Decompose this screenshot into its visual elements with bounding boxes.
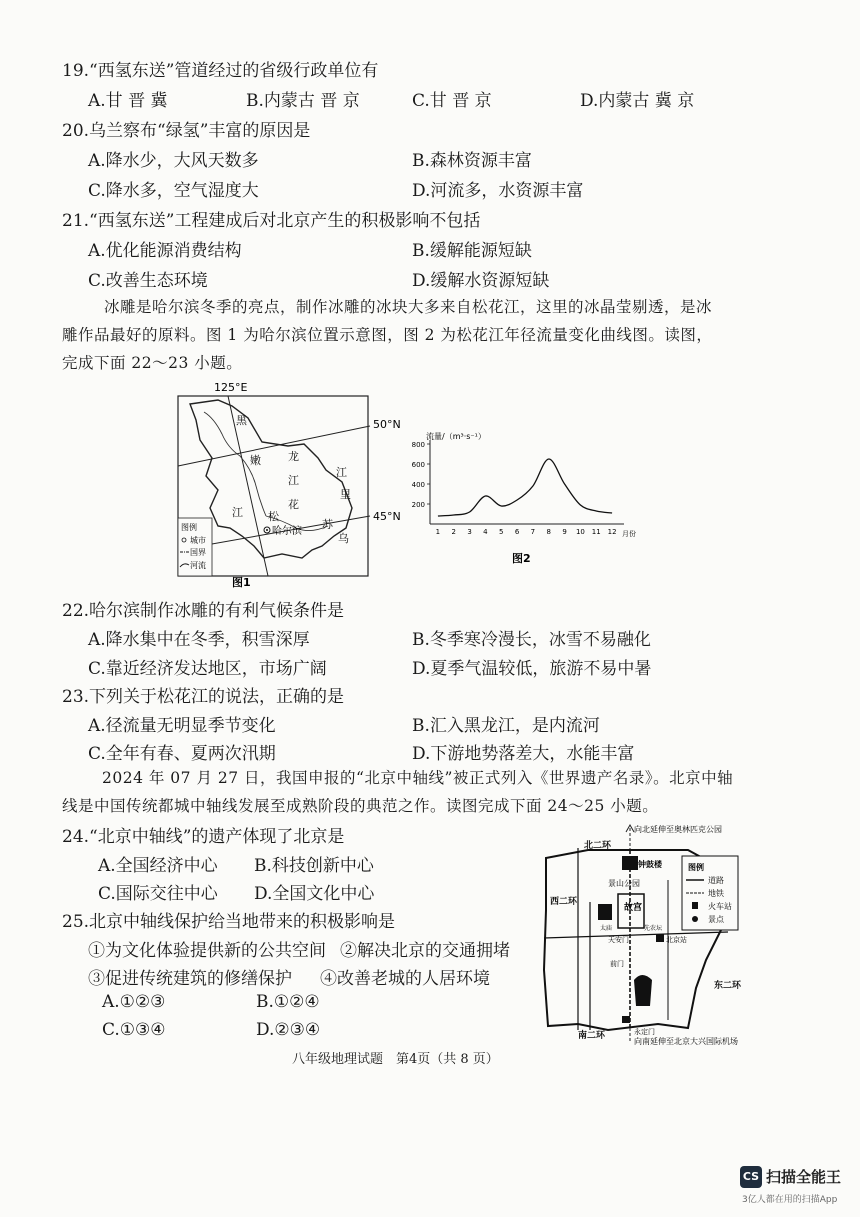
q21-stem: 21.“西氢东送”工程建成后对北京产生的积极影响不包括: [62, 211, 481, 231]
map-char-wu: 乌: [338, 532, 349, 545]
watermark-slogan: 3亿人都在用的扫描App: [742, 1195, 838, 1205]
passage2-line1: 2024 年 07 月 27 日，我国申报的“北京中轴线”被正式列入《世界遗产名录》。北京中轴: [102, 769, 734, 787]
q23-option-c: C.全年有春、夏两次汛期: [88, 744, 276, 764]
q25-statement-2: ②解决北京的交通拥堵: [340, 941, 510, 961]
q24-option-a: A.全国经济中心: [98, 856, 218, 876]
q20-option-c: C.降水多，空气湿度大: [88, 181, 259, 201]
q22-option-b: B.冬季寒冷漫长，冰雪不易融化: [412, 630, 651, 650]
south-ring-label: 南二环: [578, 1031, 606, 1041]
jingshan-label: 景山公园: [608, 879, 640, 888]
meridian-125e: [228, 396, 268, 576]
beijing-station-icon: [656, 934, 664, 942]
passage2-line2: 线是中国传统都城中轴线发展至成熟阶段的典范之作。读图完成下面 24～25 小题。: [62, 797, 659, 815]
north-ring-label: 北二环: [584, 841, 612, 851]
fig2-y-label: 流量/（m³·s⁻¹）: [426, 432, 486, 441]
fig2-xtick-label: 2: [451, 528, 456, 536]
q25-option-c: C.①③④: [102, 1020, 166, 1040]
fig2-x-unit: 月份: [622, 530, 636, 538]
fig3-legend-station: 火车站: [708, 902, 732, 911]
figure2-caption: 图2: [512, 552, 531, 565]
q21-option-c: C.改善生态环境: [88, 271, 208, 291]
figure1-harbin-map: [170, 378, 410, 590]
harbin-label: 哈尔滨: [272, 526, 302, 537]
fig1-legend-title: 图例: [181, 523, 197, 532]
q25-option-a: A.①②③: [102, 992, 166, 1012]
palace-west-block: [598, 904, 612, 920]
fig3-legend-road: 道路: [708, 876, 724, 885]
zhonggulou-marker: [622, 856, 638, 870]
fig3-legend-subway: 地铁: [708, 889, 724, 898]
q23-option-a: A.径流量无明显季节变化: [88, 716, 276, 736]
fig2-xtick-label: 7: [530, 528, 536, 536]
scanner-watermark: [740, 1164, 846, 1208]
q20-stem: 20.乌兰察布“绿氢”丰富的原因是: [62, 121, 311, 141]
fig2-xtick-label: 4: [483, 528, 488, 536]
fig1-legend-border: 国界: [190, 548, 206, 557]
lat50-label: 50°N: [373, 418, 401, 431]
q23-option-b: B.汇入黑龙江，是内流河: [412, 716, 600, 736]
passage1-line1: 冰雕是哈尔滨冬季的亮点，制作冰雕的冰块大多来自松花江，这里的冰晶莹剔透，是冰: [104, 298, 713, 316]
zhonggulou-label: 钟鼓楼: [638, 860, 662, 869]
q19-option-a: A.甘 晋 冀: [88, 91, 168, 111]
fig3-legend-attraction: 景点: [708, 915, 724, 924]
q25-stem: 25.北京中轴线保护给当地带来的积极影响是: [62, 912, 396, 932]
q25-option-d: D.②③④: [256, 1020, 321, 1040]
q23-option-d: D.下游地势落差大，水能丰富: [412, 744, 635, 764]
fig2-ytick-label: 600: [411, 461, 425, 469]
fig1-legend-city: 城市: [190, 536, 206, 545]
map-char-nen: 嫩: [250, 454, 261, 467]
tiananmen-label: 天安门: [608, 936, 629, 944]
fig3-legend-title: 图例: [688, 863, 704, 872]
east-ring-label: 东二环: [714, 981, 742, 991]
fig2-xtick-label: 3: [467, 528, 472, 536]
q25-option-b: B.①②④: [256, 992, 320, 1012]
beijing-south-icon: [622, 1016, 630, 1023]
qianmen-label: 前门: [610, 960, 624, 968]
q24-stem: 24.“北京中轴线”的遗产体现了北京是: [62, 827, 345, 847]
fig2-xtick-label: 11: [591, 528, 601, 536]
q19-stem: 19.“西氢东送”管道经过的省级行政单位有: [62, 61, 379, 81]
map-char-song: 松: [268, 510, 279, 523]
map-char-long: 龙: [288, 450, 299, 463]
watermark-brand: 扫描全能王: [766, 1168, 842, 1186]
q19-option-b: B.内蒙古 晋 京: [246, 91, 360, 111]
q23-stem: 23.下列关于松花江的说法，正确的是: [62, 687, 345, 707]
palace-label: 故宫: [624, 903, 643, 913]
q25-statement-1: ①为文化体验提供新的公共空间: [88, 941, 326, 961]
fig2-ytick-label: 400: [411, 481, 425, 489]
figure3-beijing-axis-map: [538, 820, 800, 1046]
map-char-su: 苏: [322, 518, 333, 531]
q21-option-d: D.缓解水资源短缺: [412, 271, 550, 291]
fig2-xtick-label: 8: [546, 528, 551, 536]
q22-stem: 22.哈尔滨制作冰雕的有利气候条件是: [62, 601, 345, 621]
fig2-xtick-label: 5: [499, 528, 504, 536]
map-char-hua: 花: [288, 498, 299, 511]
fig2-ytick-label: 200: [411, 501, 425, 509]
map-char-jiang-3: 江: [336, 466, 347, 479]
beijing-station-label: 北京站: [666, 936, 687, 944]
q24-option-d: D.全国文化中心: [254, 884, 375, 904]
tiantan-shape: [634, 975, 652, 1006]
longitude-label: 125°E: [214, 381, 248, 394]
q24-option-b: B.科技创新中心: [254, 856, 374, 876]
fig1-legend-river: 河流: [190, 561, 206, 570]
map-char-jiang: 江: [288, 474, 299, 487]
fig2-xtick-label: 1: [435, 528, 441, 536]
taimiao-label: 先农坛: [644, 925, 663, 932]
page-footer: 八年级地理试题 第4页（共 8 页）: [292, 1052, 499, 1067]
lat45-label: 45°N: [373, 510, 401, 523]
passage1-line2: 雕作品最好的原料。图 1 为哈尔滨位置示意图，图 2 为松花江年径流量变化曲线图。读图，: [62, 326, 713, 344]
q19-option-d: D.内蒙古 冀 京: [580, 91, 695, 111]
shejitan-label: 太庙: [600, 925, 613, 932]
south-extension-label: 向南延伸至北京大兴国际机场: [634, 1037, 738, 1046]
map-char-jiang-2: 江: [232, 506, 243, 519]
north-extension-label: 向北延伸至奥林匹克公园: [634, 825, 722, 834]
q21-option-a: A.优化能源消费结构: [88, 241, 242, 261]
parallel-50n: [178, 426, 370, 466]
legend-station-icon: [692, 902, 698, 909]
fig2-xtick-label: 6: [514, 528, 520, 536]
q22-option-c: C.靠近经济发达地区，市场广阔: [88, 659, 327, 679]
west-ring-label: 西二环: [550, 897, 578, 907]
q20-option-b: B.森林资源丰富: [412, 151, 532, 171]
map-char-li: 里: [340, 488, 351, 501]
q20-option-a: A.降水少，大风天数多: [88, 151, 259, 171]
legend-attraction-icon: [692, 916, 698, 922]
heilongjiang-outline: [190, 400, 352, 558]
fig2-xtick-label: 9: [562, 528, 567, 536]
q24-option-c: C.国际交往中心: [98, 884, 218, 904]
fig2-runoff-line: [438, 459, 612, 516]
camscanner-logo-icon: CS: [740, 1166, 762, 1188]
figure1-caption: 图1: [232, 576, 251, 589]
q22-option-d: D.夏季气温较低，旅游不易中暑: [412, 659, 652, 679]
fig2-xtick-label: 12: [607, 528, 617, 536]
figure2-runoff-chart: [400, 428, 648, 568]
yongdingmen-label: 永定门: [634, 1028, 655, 1036]
fig2-xtick-label: 10: [575, 528, 585, 536]
q21-option-b: B.缓解能源短缺: [412, 241, 532, 261]
q25-statement-4: ④改善老城的人居环境: [320, 969, 490, 989]
map-char-hei: 黑: [236, 414, 247, 427]
q22-option-a: A.降水集中在冬季，积雪深厚: [88, 630, 310, 650]
road-changan: [544, 932, 728, 938]
q19-option-c: C.甘 晋 京: [412, 91, 492, 111]
q25-statement-3: ③促进传统建筑的修缮保护: [88, 969, 292, 989]
q20-option-d: D.河流多，水资源丰富: [412, 181, 584, 201]
passage1-line3: 完成下面 22～23 小题。: [62, 354, 243, 372]
fig2-ytick-label: 800: [411, 441, 425, 449]
